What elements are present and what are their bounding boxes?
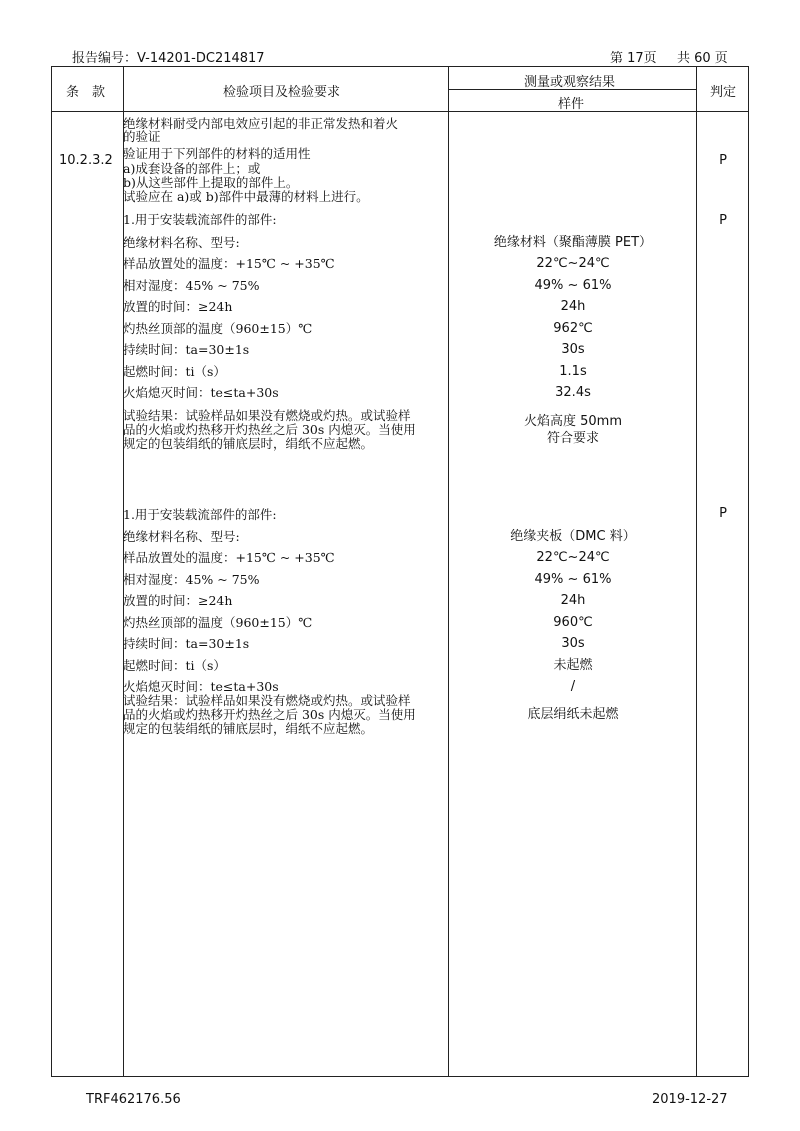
block2-value-time: 24h xyxy=(560,593,586,608)
block1-label-duration: 持续时间：ta=30±1s xyxy=(123,342,250,357)
block1-value-ignition: 1.1s xyxy=(559,364,587,379)
page-number: 第 17页 xyxy=(610,51,657,66)
intro-line: b)从这些部件上提取的部件上。 xyxy=(123,175,299,190)
block1-label-humidity: 相对湿度：45% ~ 75% xyxy=(123,278,260,293)
block1-value-humidity: 49% ~ 61% xyxy=(534,278,612,293)
block1-flame-height: 火焰高度 50mm xyxy=(523,414,622,429)
block1-value-material: 绝缘材料（聚酯薄膜 PET） xyxy=(493,235,653,250)
block1-label-ignition: 起燃时间：ti（s） xyxy=(123,364,226,379)
intro-line: 试验应在 a)或 b)部件中最薄的材料上进行。 xyxy=(123,189,369,204)
block2-conclusion-line: 规定的包装绢纸的铺底层时，绢纸不应起燃。 xyxy=(123,721,374,736)
block1-conclusion-line: 试验结果：试验样品如果没有燃烧或灼热。或试验样 xyxy=(123,408,411,423)
block2-value-temp: 22℃~24℃ xyxy=(536,550,610,565)
block1-value-temp: 22℃~24℃ xyxy=(536,256,610,271)
header-verdict: 判定 xyxy=(710,85,737,100)
block1-conclusion-line: 品的火焰或灼热移开灼热丝之后 30s 内熄灭。当使用 xyxy=(123,422,416,437)
block2-value-extinguish: / xyxy=(570,679,576,694)
block2-value-humidity: 49% ~ 61% xyxy=(534,572,612,587)
form-number: TRF462176.56 xyxy=(86,1092,181,1107)
report-number: 报告编号：V-14201-DC214817 xyxy=(72,51,265,66)
block2-conclusion-line: 品的火焰或灼热移开灼热丝之后 30s 内熄灭。当使用 xyxy=(123,707,416,722)
block1-verdict: P xyxy=(719,213,727,228)
header-divider xyxy=(52,111,748,112)
block2-label-extinguish: 火焰熄灭时间：te≤ta+30s xyxy=(123,679,279,694)
report-date: 2019-12-27 xyxy=(652,1092,728,1107)
block2-label-duration: 持续时间：ta=30±1s xyxy=(123,636,250,651)
intro-line: 绝缘材料耐受内部电效应引起的非正常发热和着火 xyxy=(123,116,399,131)
block1-label-extinguish: 火焰熄灭时间：te≤ta+30s xyxy=(123,385,279,400)
verdict-intro: P xyxy=(719,153,727,168)
block1-label-time: 放置的时间：≥24h xyxy=(123,299,233,314)
header-results: 测量或观察结果 xyxy=(524,75,616,90)
block2-label-time: 放置的时间：≥24h xyxy=(123,593,233,608)
block2-value-ignition: 未起燃 xyxy=(553,658,593,673)
block1-label-glow-temp: 灼热丝顶部的温度（960±15）℃ xyxy=(123,321,313,336)
intro-line: 验证用于下列部件的材料的适用性 xyxy=(123,146,311,161)
block1-value-duration: 30s xyxy=(561,342,585,357)
block2-label-ignition: 起燃时间：ti（s） xyxy=(123,658,226,673)
block1-value-extinguish: 32.4s xyxy=(555,385,591,400)
clause-number: 10.2.3.2 xyxy=(59,153,113,168)
inspection-table xyxy=(51,66,749,1077)
block2-conclusion-line: 试验结果：试验样品如果没有燃烧或灼热。或试验样 xyxy=(123,693,411,708)
block1-title: 1.用于安装载流部件的部件: xyxy=(123,212,277,227)
block2-value-duration: 30s xyxy=(561,636,585,651)
total-pages: 共 60 页 xyxy=(677,51,728,66)
block2-title: 1.用于安装载流部件的部件: xyxy=(123,507,277,522)
header-clause: 条 款 xyxy=(66,85,106,100)
block2-value-glow-temp: 960℃ xyxy=(553,615,593,630)
block2-label-temp: 样品放置处的温度：+15℃ ~ +35℃ xyxy=(123,550,335,565)
block2-value-material: 绝缘夹板（DMC 料） xyxy=(510,529,636,544)
intro-line: a)成套设备的部件上；或 xyxy=(123,161,261,176)
intro-line: 的验证 xyxy=(123,129,161,144)
block1-label-material: 绝缘材料名称、型号: xyxy=(123,235,240,250)
block2-label-material: 绝缘材料名称、型号: xyxy=(123,529,240,544)
block2-tissue-result: 底层绢纸未起燃 xyxy=(527,707,619,722)
block1-conclusion-line: 规定的包装绢纸的铺底层时，绢纸不应起燃。 xyxy=(123,436,374,451)
block1-label-temp: 样品放置处的温度：+15℃ ~ +35℃ xyxy=(123,256,335,271)
block1-value-glow-temp: 962℃ xyxy=(553,321,593,336)
block1-conforms: 符合要求 xyxy=(546,431,599,446)
header-sample: 样件 xyxy=(558,97,585,112)
block2-label-humidity: 相对湿度：45% ~ 75% xyxy=(123,572,260,587)
header-items: 检验项目及检验要求 xyxy=(223,85,341,100)
block1-value-time: 24h xyxy=(560,299,586,314)
block2-label-glow-temp: 灼热丝顶部的温度（960±15）℃ xyxy=(123,615,313,630)
block2-verdict: P xyxy=(719,506,727,521)
